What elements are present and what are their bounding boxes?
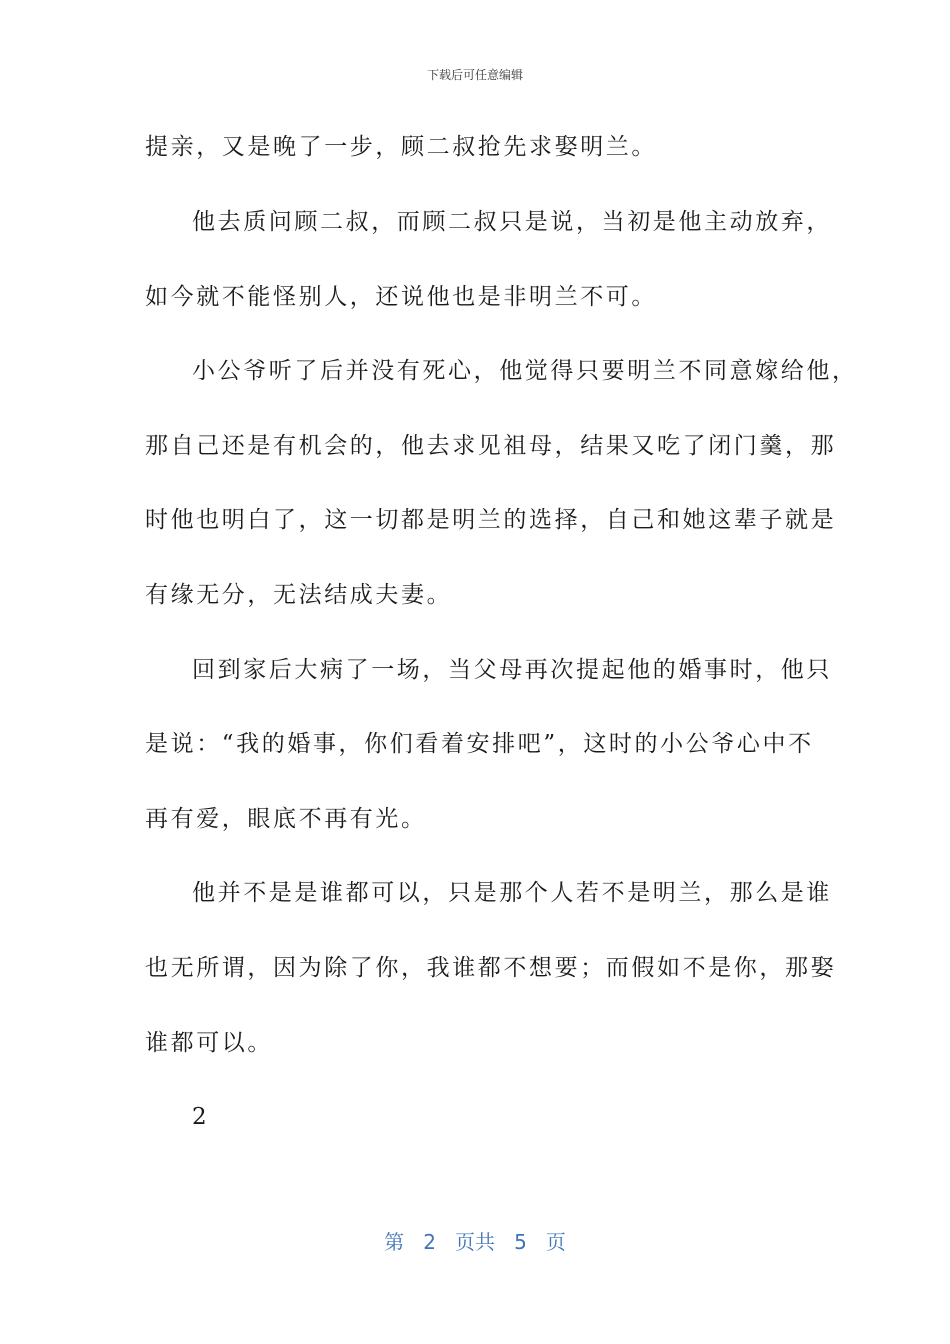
footer-prefix: 第	[384, 1230, 405, 1254]
body-line: 也无所谓，因为除了你，我谁都不想要；而假如不是你，那娶	[145, 955, 837, 981]
header-note: 下载后可任意编辑	[426, 68, 523, 82]
page-footer	[0, 1226, 950, 1255]
body-line: 时他也明白了，这一切都是明兰的选择，自己和她这辈子就是	[145, 507, 837, 533]
section-number: 2	[192, 1104, 210, 1130]
paragraph-start: 小公爷听了后并没有死心，他觉得只要明兰不同意嫁给他，	[192, 358, 858, 384]
body-line: 是说：“我的婚事，你们看着安排吧”，这时的小公爷心中不	[145, 731, 814, 757]
paragraph-start: 回到家后大病了一场，当父母再次提起他的婚事时，他只	[192, 657, 832, 683]
body-line: 再有爱，眼底不再有光。	[145, 806, 427, 832]
footer-total-pages: 5	[514, 1230, 527, 1254]
footer-current-page: 2	[423, 1230, 436, 1254]
paragraph-start: 他去质问顾二叔，而顾二叔只是说，当初是他主动放弃，	[192, 209, 832, 235]
body-line: 谁都可以。	[145, 1030, 273, 1056]
body-line: 如今就不能怪别人，还说他也是非明兰不可。	[145, 284, 657, 310]
paragraph-start: 他并不是是谁都可以，只是那个人若不是明兰，那么是谁	[192, 880, 832, 906]
footer-suffix: 页	[545, 1230, 566, 1254]
body-line: 那自己还是有机会的，他去求见祖母，结果又吃了闭门羹，那	[145, 433, 837, 459]
footer-middle: 页共	[455, 1230, 495, 1254]
body-line: 有缘无分，无法结成夫妻。	[145, 582, 453, 608]
body-line: 提亲，又是晚了一步，顾二叔抢先求娶明兰。	[145, 134, 657, 160]
